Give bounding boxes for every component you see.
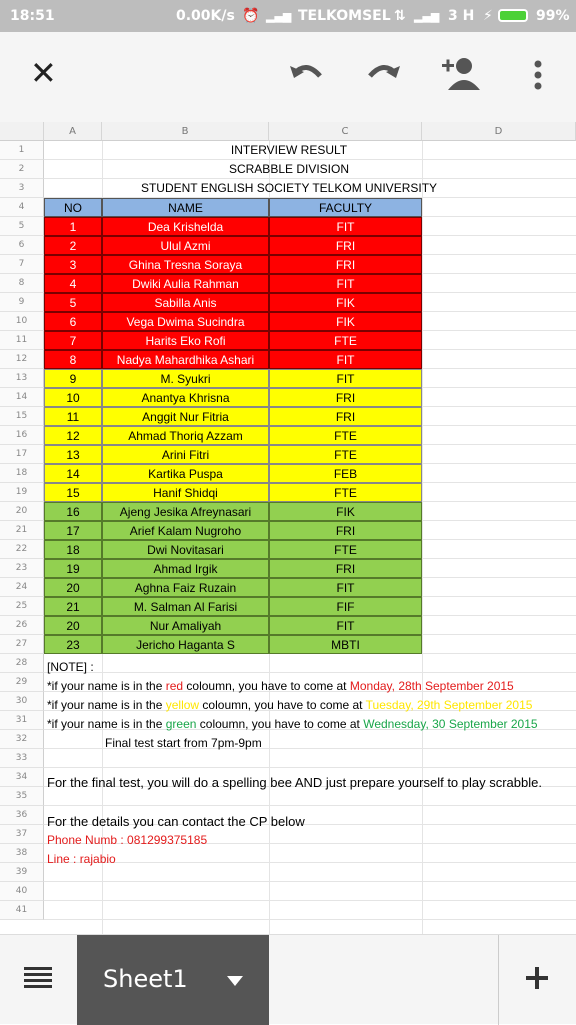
cell-faculty[interactable]: FIT (269, 217, 422, 236)
row-number[interactable]: 36 (0, 806, 44, 825)
cell-name[interactable]: M. Syukri (102, 369, 269, 388)
row-number[interactable]: 26 (0, 616, 44, 635)
cell-name[interactable]: Hanif Shidqi (102, 483, 269, 502)
cell-name[interactable]: Dwi Novitasari (102, 540, 269, 559)
row-number[interactable]: 12 (0, 350, 44, 369)
cell-faculty[interactable]: FIK (269, 293, 422, 312)
cell-no[interactable]: 2 (44, 236, 102, 255)
cell-faculty[interactable]: FIT (269, 369, 422, 388)
cell-no[interactable]: 4 (44, 274, 102, 293)
cell-name[interactable]: Jericho Haganta S (102, 635, 269, 654)
row-number[interactable]: 31 (0, 711, 44, 730)
status-bar (0, 0, 576, 32)
row-number[interactable]: 5 (0, 217, 44, 236)
data-arrows-icon: ⇅ (394, 8, 406, 24)
cell-name[interactable]: Ulul Azmi (102, 236, 269, 255)
row-number[interactable]: 13 (0, 369, 44, 388)
cell-faculty[interactable]: FRI (269, 255, 422, 274)
redo-icon[interactable] (364, 52, 404, 92)
row-number[interactable]: 23 (0, 559, 44, 578)
signal-icon-2: ▂▄▆ (414, 10, 440, 23)
note-yellow-line (47, 696, 532, 715)
divider (498, 935, 499, 1025)
grid-line (44, 767, 576, 768)
cell-faculty[interactable]: FIT (269, 350, 422, 369)
cell-name[interactable]: Ahmad Thoriq Azzam (102, 426, 269, 445)
cell-faculty[interactable]: FRI (269, 521, 422, 540)
note-final-time: Final test start from 7pm-9pm (105, 736, 262, 750)
row-number[interactable]: 10 (0, 312, 44, 331)
cell-name[interactable]: Nadya Mahardhika Ashari (102, 350, 269, 369)
cell-name[interactable]: Ghina Tresna Soraya (102, 255, 269, 274)
note-green-date: Wednesday, 30 September 2015 (363, 717, 538, 731)
row-number[interactable]: 39 (0, 863, 44, 882)
more-vert-icon[interactable] (533, 60, 543, 90)
note-line: Line : rajabio (47, 852, 116, 866)
col-header-c[interactable]: C (269, 122, 422, 141)
status-carrier: TELKOMSEL (298, 8, 391, 24)
title-society: STUDENT ENGLISH SOCIETY TELKOM UNIVERSITY (140, 181, 438, 195)
cell-faculty[interactable]: MBTI (269, 635, 422, 654)
grid-line (44, 862, 576, 863)
row-number[interactable]: 8 (0, 274, 44, 293)
cell-name[interactable]: Dwiki Aulia Rahman (102, 274, 269, 293)
cell-no[interactable]: 16 (44, 502, 102, 521)
row-number[interactable]: 16 (0, 426, 44, 445)
header-no[interactable]: NO (44, 198, 102, 217)
cell-faculty[interactable]: FRI (269, 559, 422, 578)
cell-name[interactable]: Ahmad Irgik (102, 559, 269, 578)
cell-faculty[interactable]: FTE (269, 540, 422, 559)
row-number[interactable]: 4 (0, 198, 44, 217)
cell-no[interactable]: 13 (44, 445, 102, 464)
row-number[interactable]: 20 (0, 502, 44, 521)
cell-name[interactable]: Ajeng Jesika Afreynasari (102, 502, 269, 521)
note-text: *if your name is in the (47, 698, 166, 712)
row-number[interactable]: 33 (0, 749, 44, 768)
cell-name[interactable]: Aghna Faiz Ruzain (102, 578, 269, 597)
cell-name[interactable]: Arief Kalam Nugroho (102, 521, 269, 540)
sheet-tab-active[interactable] (77, 935, 269, 1025)
cell-name[interactable]: Dea Krishelda (102, 217, 269, 236)
status-network: 3 H (448, 8, 475, 24)
row-number[interactable]: 22 (0, 540, 44, 559)
note-text: coloumn, you have to come at (183, 679, 350, 693)
row-number[interactable]: 40 (0, 882, 44, 901)
dropdown-icon[interactable] (227, 973, 243, 983)
note-text: coloumn, you have to come at (196, 717, 364, 731)
row-number[interactable]: 35 (0, 787, 44, 806)
cell-faculty[interactable]: FTE (269, 426, 422, 445)
title-scrabble-division: SCRABBLE DIVISION (228, 162, 350, 176)
cell-no[interactable]: 15 (44, 483, 102, 502)
cell-faculty[interactable]: FRI (269, 388, 422, 407)
grid-line (44, 881, 576, 882)
cell-name[interactable]: Kartika Puspa (102, 464, 269, 483)
note-red-line (47, 677, 514, 696)
cell-name[interactable]: Anggit Nur Fitria (102, 407, 269, 426)
grid-line (44, 805, 576, 806)
note-label: [NOTE] : (47, 660, 94, 674)
row-number[interactable]: 25 (0, 597, 44, 616)
cell-name[interactable]: Sabilla Anis (102, 293, 269, 312)
row-number[interactable]: 29 (0, 673, 44, 692)
cell-faculty[interactable]: FIK (269, 312, 422, 331)
col-header-b[interactable]: B (102, 122, 269, 141)
cell-no[interactable]: 19 (44, 559, 102, 578)
status-time: 18:51 (10, 8, 55, 24)
cell-no[interactable]: 18 (44, 540, 102, 559)
row-number[interactable]: 3 (0, 179, 44, 198)
cell-faculty[interactable]: FIT (269, 616, 422, 635)
spreadsheet-grid[interactable] (0, 122, 576, 934)
note-final-info: For the final test, you will do a spelling bee AND just prepare yourself to play scrabble. (47, 775, 542, 790)
cell-name[interactable]: Nur Amaliyah (102, 616, 269, 635)
cell-faculty[interactable]: FIT (269, 274, 422, 293)
grid-line (44, 900, 576, 901)
status-speed: 0.00K/s (176, 8, 235, 24)
cell-faculty[interactable]: FIF (269, 597, 422, 616)
cell-no[interactable]: 17 (44, 521, 102, 540)
note-yellow-word: yellow (165, 698, 200, 712)
col-header-a[interactable]: A (44, 122, 102, 141)
cell-name[interactable]: M. Salman Al Farisi (102, 597, 269, 616)
cell-faculty[interactable]: FRI (269, 236, 422, 255)
undo-icon[interactable] (286, 52, 326, 92)
grid-line (44, 919, 576, 920)
cell-no[interactable]: 1 (44, 217, 102, 236)
row-number[interactable]: 37 (0, 825, 44, 844)
cell-no[interactable]: 23 (44, 635, 102, 654)
cell-no[interactable]: 14 (44, 464, 102, 483)
row-number[interactable]: 1 (0, 141, 44, 160)
row-number[interactable]: 34 (0, 768, 44, 787)
battery-icon (498, 9, 528, 22)
cell-name[interactable]: Harits Eko Rofi (102, 331, 269, 350)
alarm-icon: ⏰ (242, 8, 260, 24)
menu-icon[interactable] (24, 965, 52, 989)
col-header-d[interactable]: D (422, 122, 576, 141)
cell-no[interactable]: 10 (44, 388, 102, 407)
cell-no[interactable]: 11 (44, 407, 102, 426)
row-number[interactable]: 41 (0, 901, 44, 920)
row-number[interactable]: 14 (0, 388, 44, 407)
cell-name[interactable]: Anantya Khrisna (102, 388, 269, 407)
row-number[interactable]: 19 (0, 483, 44, 502)
cell-faculty[interactable]: FRI (269, 407, 422, 426)
note-red-date: Monday, 28th September 2015 (349, 679, 514, 693)
cell-no[interactable]: 3 (44, 255, 102, 274)
close-icon[interactable]: ✕ (30, 54, 57, 92)
cell-faculty[interactable]: FIT (269, 578, 422, 597)
cell-no[interactable]: 6 (44, 312, 102, 331)
header-faculty[interactable]: FACULTY (269, 198, 422, 217)
row-number[interactable]: 17 (0, 445, 44, 464)
cell-name[interactable]: Arini Fitri (102, 445, 269, 464)
note-red-word: red (165, 679, 184, 693)
cell-faculty[interactable]: FTE (269, 483, 422, 502)
row-number[interactable]: 21 (0, 521, 44, 540)
cell-faculty[interactable]: FEB (269, 464, 422, 483)
cell-name[interactable]: Vega Dwima Sucindra (102, 312, 269, 331)
note-green-line (47, 715, 538, 734)
app-toolbar (0, 32, 576, 122)
row-number[interactable]: 30 (0, 692, 44, 711)
row-number[interactable]: 32 (0, 730, 44, 749)
note-text: coloumn, you have to come at (199, 698, 366, 712)
note-green-word: green (165, 717, 197, 731)
cell-no[interactable]: 12 (44, 426, 102, 445)
sheet-tab-bar (0, 934, 576, 1024)
row-number[interactable]: 9 (0, 293, 44, 312)
status-battery: 99% (536, 8, 570, 24)
note-contact: For the details you can contact the CP below (47, 814, 305, 829)
row-number[interactable]: 27 (0, 635, 44, 654)
cell-no[interactable]: 7 (44, 331, 102, 350)
cell-faculty[interactable]: FTE (269, 445, 422, 464)
sheet-name: Sheet1 (103, 965, 188, 993)
cell-faculty[interactable]: FIK (269, 502, 422, 521)
row-number[interactable]: 24 (0, 578, 44, 597)
cell-faculty[interactable]: FTE (269, 331, 422, 350)
charging-icon: ⚡ (483, 8, 493, 24)
row-number[interactable]: 2 (0, 160, 44, 179)
row-number[interactable]: 6 (0, 236, 44, 255)
grid-column-line (422, 141, 423, 934)
signal-icon: ▂▄▆ (266, 10, 292, 23)
note-yellow-date: Tuesday, 29th September 2015 (365, 698, 533, 712)
note-phone: Phone Numb : 081299375185 (47, 833, 208, 847)
row-number[interactable]: 28 (0, 654, 44, 673)
grid-line (44, 672, 576, 673)
row-number[interactable]: 18 (0, 464, 44, 483)
cell-no[interactable]: 9 (44, 369, 102, 388)
note-text: *if your name is in the (47, 717, 166, 731)
corner-cell (0, 122, 44, 141)
row-number[interactable]: 11 (0, 331, 44, 350)
cell-no[interactable]: 8 (44, 350, 102, 369)
cell-no[interactable]: 5 (44, 293, 102, 312)
row-number[interactable]: 15 (0, 407, 44, 426)
note-text: *if your name is in the (47, 679, 166, 693)
cell-no[interactable]: 20 (44, 616, 102, 635)
row-number[interactable]: 38 (0, 844, 44, 863)
cell-no[interactable]: 20 (44, 578, 102, 597)
add-person-icon[interactable] (440, 56, 480, 96)
add-icon[interactable] (526, 967, 548, 989)
title-interview-result: INTERVIEW RESULT (230, 143, 348, 157)
cell-no[interactable]: 21 (44, 597, 102, 616)
header-name[interactable]: NAME (102, 198, 269, 217)
row-number[interactable]: 7 (0, 255, 44, 274)
